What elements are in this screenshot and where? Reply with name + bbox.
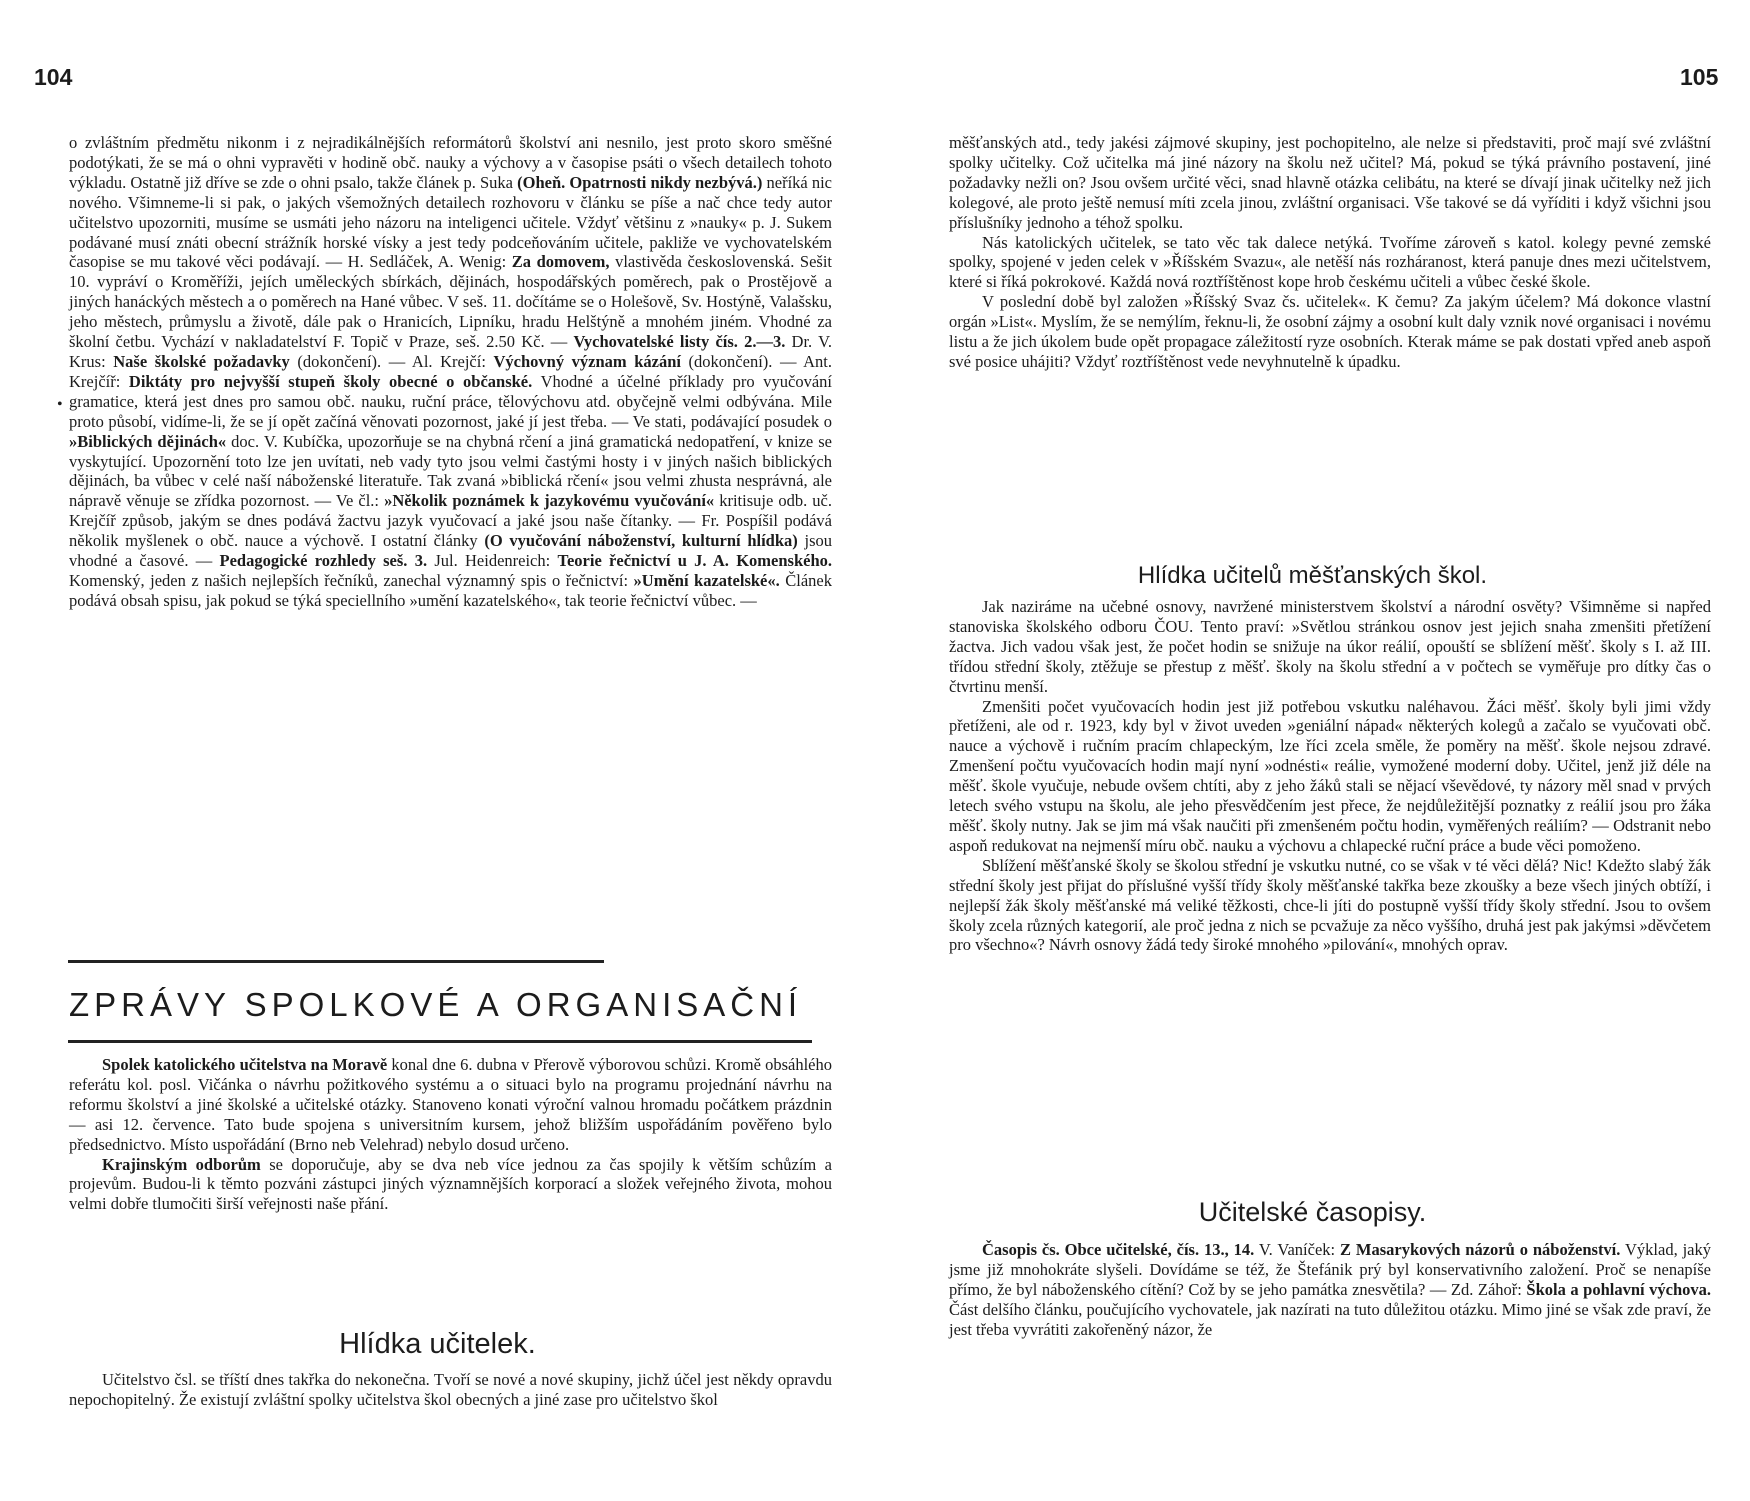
paragraph: Zmenšiti počet vyučovacích hodin jest již potřebou vskutku naléhavou. Žáci měšť. školy byli jimi vždy přetíženi, ale od r. 1923, kdy byl v život uveden »geniální nápad« některých kolegů a začalo se vyučovati obč. nauce a výchově i ručním pracím chlapeckým, lze říci zcela směle, že poměry na měšť. škole nejsou zdravé. Zmenšení počtu vyučovacích hodin mají nyní »odnésti« reálie, vymožené moderní doby. Učitel, jenž již déle na měšť. škole vyučuje, nebude ovšem chtíti, aby z jeho žáků stali se nějací vševědové, ty názory měl snad v prvých letech svého vstupu na školu, ale jeho přesvědčením jest přece, že nejdůležitější poznatky z reálií jsou pro žáka měšť. školy nutny. Jak se jim má však naučiti při zmenšeném počtu hodin, vyměřených reáliím? — Odstranit nebo aspoň redukovat na nejmenší míru obč. nauku a výchovu a chlapecké ruční práce a bude věci pomoženo. [949, 696, 1711, 855]
page-number: 104 [34, 64, 73, 90]
heading-hlidka-mestanskych: Hlídka učitelů měšťanských škol. [1137, 562, 1488, 589]
bold-run: Diktáty pro nejvyšší stupeň školy obecné o občanské. [128, 371, 533, 391]
page-number: 105 [1680, 64, 1719, 90]
casopisy-text [949, 1240, 1711, 1340]
bold-run: »Několik poznámek k jazykovému vyučování« [384, 491, 715, 511]
bold-run: Škola a pohlavní výchova. [1526, 1279, 1711, 1299]
bold-run: Teorie řečnictví u J. A. Komenského. [557, 551, 832, 571]
paragraph: V poslední době byl založen »Říšský Svaz čs. učitelek«. K čemu? Za jakým účelem? Má dokonce vlastní orgán »List«. Myslím, že se nemýlím, řeknu-li, že osobní zájmy a osobní kult daly vznik nové organisaci i novému listu a že jich úkolem bude opět propagace záležitostí ryze osobních. Kterak máme se pak dostati vpřed aneb aspoň své posice uhájiti? Vždyť roztříštěnost vede nevyhnutelně k úpadku. [949, 292, 1711, 371]
paragraph: Sblížení měšťanské školy se školou střední je vskutku nutné, co se však v té věci dělá? Nic! Kdežto slabý žák střední školy jest přijat do příslušné vyšší třídy školy měšťanské takřka beze zkoušky a beze všech jiných obtíží, i nejlepší žák školy měšťanské má veliké těžkosti, chce-li jíti do postupně vyšší třídy školy střední. Jsou to ovšem školy zcela různých kategorií, ale proč jedna z nich se pcvažuje za něco vyššího, druhá jest pak jakýmsi »děvčetem pro všechno«? Návrh osnovy žádá tedy široké mnohého »pilování«, mnohých oprav. [949, 855, 1711, 955]
bold-run: Pedagogické rozhledy seš. 3. [219, 551, 428, 571]
paragraph: Jak naziráme na učebné osnovy, navržené ministerstvem školství a národní osvěty? Všimněme si napřed stanoviska školského odboru ČOU. Tento praví: »Světlou stránkou osnov jest jejich snaha zmenšiti přetížení žactva. Jich vadou však jest, že počet hodin se snižuje na úkor reálií, opouští se sblížení měšť. školy s I. až III. třídou střední školy, ztěžuje se přestup z měšť. školy na školu střední a v počtech se vyměřuje pro dítky čas o čtvrtinu menší. [949, 597, 1711, 696]
review-text [69, 133, 832, 611]
bold-run: Vychovatelské listy čís. 2.—3. [573, 332, 786, 352]
bold-run: Výchovný význam kázání [493, 351, 681, 371]
bold-run: (O vyučování náboženství, kulturní hlídka) [484, 531, 798, 551]
mestanske-text [949, 597, 1711, 955]
section-rule-bottom [68, 1040, 812, 1043]
spolek-news [69, 1055, 832, 1214]
spolek-paragraph: Krajinským odborům se doporučuje, aby se dva neb více jednou za čas spojily k větším schůzím a projevům. Budou-li k těmto pozváni zástupci jiných významnějších korporací a složek veřejného života, mohou velmi dobře tlumočiti širší veřejnosti naše přání. [69, 1154, 832, 1214]
paragraph: měšťanských atd., tedy jakési zájmové skupiny, jest pochopitelno, ale nelze si představiti, proč mají své zvláštní spolky učitelky. Což učitelka má jiné názory na školu než učitel? Má, pokud se týká právního postavení, jiné požadavky nežli on? Jsou ovšem určité věci, snad hlavně otázka celibátu, na které se dívají jinak učitelky než jich kolegové, ale proto ještě nemusí míti zcela jinou, zvláštní organisaci. Vše takové se dá vyříditi i když všichni jsou příslušníky jednoho a téhož spolku. [949, 133, 1711, 232]
bold-run: (Oheň. Opatrnosti nikdy nezbývá.) [517, 172, 763, 192]
section-title: ZPRÁVY SPOLKOVÉ A ORGANISAČNÍ [69, 986, 803, 1023]
review-paragraph: o zvláštním předmětu nikonm i z nejradikálnějších reformátorů školství ani nesnilo, jest proto skoro směšné podotýkati, že se má o ohni vypravěti v hodině obč. nauky a výchovy a v časopise psáti o všech detailech tohoto výkladu. Ostatně již dříve se zde o ohni psalo, takže článek p. Suka (Oheň. Opatrnosti nikdy nezbývá.) neříká nic nového. Všimneme-li si pak, o jakých všemožných detailech rozhovoru v článku se píše a nač chce tedy autor učitelstvo upozorniti, musíme se usmáti jeho názoru na inteligenci učitele. Vždyť většinu z »nauky« p. J. Sukem podávané musí znáti obecní strážník horské vísky a jest tedy podceňováním učitele, pakliže ve vychovatelském časopise se mu takové věci podávají. — H. Sedláček, A. Wenig: Za domovem, vlastivěda československá. Sešit 10. vypráví o Kroměříži, jejích uměleckých sbírkách, dějinách, hospodářských poměrech, pak o Prostějově a jiných hanáckých městech a o poměrech na Hané vůbec. V seš. 11. dočítáme se o Holešově, Sv. Hostýně, Valašsku, jeho městech, průmyslu a životě, dále pak o Hranicích, Lipníku, hradu Helštýně a mnohém jiném. Vhodné za školní četbu. Vychází v nakladatelství F. Topič v Praze, seš. 2.50 Kč. — Vychovatelské listy čís. 2.—3. Dr. V. Krus: Naše školské požadavky (dokončení). — Al. Krejčí: Výchovný význam kázání (dokončení). — Ant. Krejčíř: Diktáty pro nejvyšší stupeň školy obecné o občanské. Vhodné a účelné příklady pro vyučování gramatice, která jest dnes pro samou obč. nauku, ruční práce, tělovýchovu atd. obyčejně velmi odbývána. Mile proto působí, vidíme-li, že se jí opět začíná věnovati pozornost, jaké jí jest třeba. — Ve stati, podávající posudek o »Biblických dějinách« doc. V. Kubíčka, upozorňuje se na chybná rčení a jiná gramatická nedopatření, v knize se vyskytující. Upozornění toto lze jen uvítati, neb vady tyto jsou velmi častými hosty i v jiných našich biblických dějinách, ba vůbec v celé naší náboženské literatuře. Tak zvaná »biblická rčení« jsou velmi zhusta nesprávná, ale nápravě věnuje se zřídka pozornost. — Ve čl.: »Několik poznámek k jazykovému vyučování« kritisuje odb. uč. Krejčíř způsob, jakým se dnes podává žactvu jazyk vyučovací a jaké jsou naše čítanky. — Fr. Pospíšil podává několik myšlenek o obč. nauce a výchově. I ostatní články (O vyučování náboženství, kulturní hlídka) jsou vhodné a časové. — Pedagogické rozhledy seš. 3. Jul. Heidenreich: Teorie řečnictví u J. A. Komenského. Komenský, jeden z našich nejlepších řečníků, zanechal významný spis o řečnictví: »Umění kazatelské«. Článek podává obsah spisu, jak pokud se týká speciellního »umění kazatelského«, tak teorie řečnictví vůbec. — [69, 133, 833, 610]
spolek-paragraph: Spolek katolického učitelstva na Moravě konal dne 6. dubna v Přerově výborovou schůzi. Kromě obsáhlého referátu kol. posl. Vičánka o návrhu požitkového systému a o situaci bylo na programu projednání návrhu na reformu školství a jiné školské a učitelské otázky. Stanoveno konati výroční valnou hromadu počátkem prázdnin — asi 12. července. Tato bude spojena s universitním kursem, jehož bližším uspořádáním pověřeno bylo předsednictvo. Místo uspořádání (Brno neb Velehrad) nebylo dosud určeno. [69, 1055, 832, 1154]
bold-run: Naše školské požadavky [113, 351, 290, 371]
bold-run: Krajinským odborům [102, 1154, 261, 1174]
hlidka-paragraph: Učitelstvo čsl. se tříští dnes takřka do nekonečna. Tvoří se nové a nové skupiny, jichž účel jest někdy opravdu nepochopitelný. Že existují zvláštní spolky učitelstva škol obecných a jiné zase pro učitelstvo škol [69, 1370, 832, 1409]
section-rule-top [68, 960, 604, 963]
hlidka-text [69, 1370, 832, 1410]
bold-run: Spolek katolického učitelstva na Moravě [102, 1055, 388, 1074]
bold-run: »Umění kazatelské«. [633, 570, 780, 590]
bold-run: Z Masarykových názorů o náboženství. [1340, 1240, 1621, 1259]
paragraph: Časopis čs. Obce učitelské, čís. 13., 14. V. Vaníček: Z Masarykových názorů o náboženství. Výklad, jaký jsme již mnohokráte slyšeli. Dovídáme se též, že Štefánik prý byl konservativního založení. Proč se nenapíše přímo, že byl náboženského cítění? Což by se jeho památka znesvětila? — Zd. Záhoř: Škola a pohlavní výchova. Část delšího článku, poučujícího vychovatele, jak nazírati na tuto důležitou otázku. Mimo jiné se však zde praví, že jest třeba vyvrátiti zakořeněný názor, že [949, 1240, 1712, 1339]
paragraph: Nás katolických učitelek, se tato věc tak dalece netýká. Tvoříme zároveň s katol. kolegy pevné zemské spolky, spojené v jeden celek v »Říšském Svazu«, ale netěší nás rozháranost, která panuje dnes mezi učitelstvem, které si říká pokrokové. Každá nová roztříštěnost kope hrob českému učiteli a vůbec české škole. [949, 232, 1711, 292]
hlidka-continuation [949, 133, 1711, 372]
ink-mark: • [57, 396, 63, 413]
bold-run: Za domovem, [511, 252, 610, 272]
bold-run: »Biblických dějinách« [69, 431, 227, 451]
heading-ucitelske-casopisy: Učitelské časopisy. [1198, 1197, 1427, 1227]
heading-hlidka-ucitelek: Hlídka učitelek. [339, 1328, 536, 1360]
bold-run: Časopis čs. Obce učitelské, čís. 13., 14. [982, 1240, 1255, 1259]
